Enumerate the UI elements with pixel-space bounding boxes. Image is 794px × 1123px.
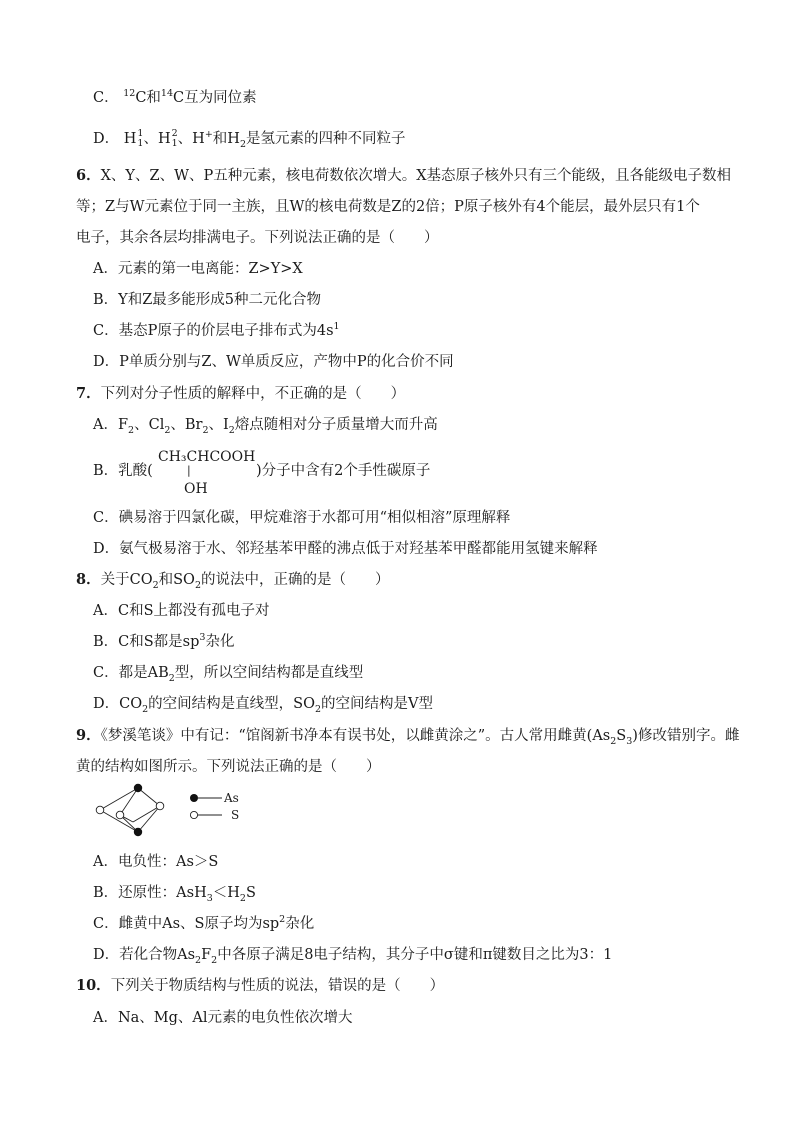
q6-stem-line-2 — [76, 197, 700, 217]
s-atom — [116, 811, 124, 819]
stem-text: 下列对分子性质的解释中，不正确的是（ ） — [100, 386, 406, 402]
legend-as-dot — [190, 794, 198, 802]
question-number: 9． — [76, 727, 101, 744]
stem-text: 的说法中，正确的是（ ） — [201, 572, 390, 588]
question-number: 8． — [76, 571, 101, 588]
stem-text: )修改错别字。雌 — [632, 728, 740, 744]
subscript: 2 — [194, 579, 201, 591]
q8-option-d — [93, 694, 433, 714]
subscript: 2 — [239, 138, 246, 150]
legend-s-label: S — [231, 808, 240, 822]
stem-text: 等；Z与W元素位于同一主族，且W的核电荷数是Z的2倍；P原子核外有4个能层，最外层只有1个 — [76, 199, 700, 215]
option-text: D．若化合物As — [93, 947, 196, 963]
subscript: 2 — [239, 892, 246, 904]
subscript: 3 — [206, 892, 213, 904]
option-text: 杂化 — [285, 916, 315, 932]
option-text: 和H — [212, 131, 240, 147]
subscript: 2 — [610, 735, 617, 747]
option-text: F — [201, 947, 212, 963]
option-text: 互为同位素 — [184, 90, 257, 106]
superscript: 3 — [199, 632, 206, 644]
subscript: 2 — [228, 424, 235, 436]
as-atom — [134, 784, 142, 792]
option-text: 杂化 — [205, 634, 235, 650]
conjunction: 和 — [146, 90, 161, 106]
option-text: ＜H — [212, 885, 240, 901]
option-text: B．还原性：AsH — [93, 885, 207, 901]
q9-option-d — [93, 945, 612, 965]
option-text: S — [245, 885, 256, 901]
subscript: 2 — [128, 424, 135, 436]
legend-s-dot — [190, 811, 197, 818]
element-symbol: H — [157, 131, 171, 147]
q8-option-c — [93, 663, 363, 683]
stem-text: X、Y、Z、W、P五种元素，核电荷数依次增大。X基态原子核外只有三个能级，且各能级电子数相 — [100, 168, 732, 184]
orpiment-structure-diagram — [88, 782, 268, 846]
q5-option-d — [93, 129, 405, 149]
stem-text: 电子，其余各层均排满电子。下列说法正确的是（ ） — [76, 230, 439, 246]
q8-stem — [76, 570, 390, 590]
option-text: 的空间结构是V型 — [321, 696, 434, 712]
stem-text: S — [616, 728, 627, 744]
subscript: 2 — [168, 672, 175, 684]
q6-option-d: D．P单质分别与Z、W单质反应，产物中P的化合价不同 — [93, 354, 454, 370]
superscript: 1 — [333, 321, 340, 333]
mass-number: 12 — [123, 88, 136, 100]
subscript: 3 — [626, 735, 633, 747]
question-number: 7． — [76, 385, 101, 402]
q9-option-c — [93, 914, 314, 934]
stem-text: 黄的结构如图所示。下列说法正确的是（ ） — [76, 759, 381, 775]
q7-stem — [76, 384, 405, 404]
s-atom — [96, 806, 104, 814]
atomic-number: 1 — [171, 138, 178, 149]
option-text: 型，所以空间结构都是直线型 — [174, 665, 364, 681]
q7-option-d: D．氨气极易溶于水、邻羟基苯甲醛的沸点低于对羟基苯甲醛都能用氢键来解释 — [93, 541, 598, 557]
question-number: 6． — [76, 167, 101, 184]
q9-stem-line-1 — [76, 726, 739, 746]
mass-number: 2 — [171, 128, 178, 139]
q10-stem — [76, 976, 444, 996]
structure-main-chain: CH₃CHCOOH — [158, 449, 256, 465]
option-text: 、Cl — [134, 417, 165, 433]
separator: 、 — [143, 131, 158, 147]
q6-option-b: B．Y和Z最多能形成5种二元化合物 — [93, 292, 322, 308]
option-text: B．C和S都是sp — [93, 634, 200, 650]
option-text: 是氢元素的四种不同粒子 — [245, 131, 406, 147]
subscript: 2 — [211, 954, 218, 966]
subscript: 2 — [164, 424, 171, 436]
q7-option-b-suffix: )分子中含有2个手性碳原子 — [256, 463, 431, 479]
mass-number: 14 — [160, 88, 174, 100]
option-letter: D． — [93, 131, 120, 147]
q5-option-c — [93, 88, 257, 108]
stem-text: 和SO — [158, 572, 195, 588]
q10-option-a: A．Na、Mg、Al元素的电负性依次增大 — [93, 1010, 353, 1026]
q6-option-a: A．元素的第一电离能：Z>Y>X — [93, 261, 303, 277]
mass-number: 1 — [137, 128, 144, 139]
superscript: 2 — [279, 914, 286, 926]
stem-text: 下列关于物质结构与性质的说法，错误的是（ ） — [110, 978, 445, 994]
q8-option-a: A．C和S上都没有孤电子对 — [93, 603, 270, 619]
isotope-h1 — [124, 129, 144, 149]
stem-text: 关于CO — [100, 572, 153, 588]
as-atom — [134, 828, 142, 836]
option-letter: C． — [93, 90, 119, 106]
element-symbol: C — [173, 90, 185, 106]
option-text: 、Br — [170, 417, 203, 433]
option-text: C．基态P原子的价层电子排布式为4s — [93, 323, 334, 339]
q6-option-c — [93, 321, 340, 341]
q9-option-b — [93, 883, 256, 903]
structure-bond: | — [187, 464, 191, 477]
orpiment-structure-svg — [88, 782, 268, 842]
q6-stem-line-1 — [76, 166, 731, 186]
q8-option-b — [93, 632, 234, 652]
q6-stem-line-3 — [76, 228, 439, 248]
subscript: 2 — [202, 424, 209, 436]
q7-option-a — [93, 415, 438, 435]
q9-stem-line-2 — [76, 757, 381, 777]
q7-option-b-prefix: B．乳酸( — [93, 463, 153, 479]
option-text: C．都是AB — [93, 665, 169, 681]
structure-hydroxyl: OH — [184, 481, 208, 497]
isotope-h2 — [158, 129, 178, 149]
subscript: 2 — [195, 954, 202, 966]
subscript: 2 — [314, 703, 322, 715]
option-text: 的空间结构是直线型，SO — [148, 696, 315, 712]
option-text: C．雌黄中As、S原子均为sp — [93, 916, 280, 932]
option-text: 中各原子满足8电子结构，其分子中σ键和π键数目之比为3：1 — [217, 947, 613, 963]
option-text: 、H — [177, 131, 205, 147]
subscript: 2 — [152, 579, 159, 591]
question-number: 10． — [76, 977, 111, 994]
element-symbol: H — [123, 131, 137, 147]
option-text: 、I — [208, 417, 229, 433]
lactic-acid-structure — [158, 449, 268, 499]
q7-option-c: C．碘易溶于四氯化碳，甲烷难溶于水都可用“相似相溶”原理解释 — [93, 510, 511, 526]
charge: + — [204, 129, 213, 141]
subscript: 2 — [142, 703, 149, 715]
option-text: D．CO — [93, 696, 143, 712]
legend-as-label: As — [224, 791, 239, 805]
stem-text: 《梦溪笔谈》中有记：“馆阁新书净本有误书处，以雌黄涂之”。古人常用雌黄(As — [100, 728, 611, 744]
q9-option-a: A．电负性：As＞S — [93, 854, 219, 870]
atomic-number: 1 — [137, 138, 144, 149]
option-text: A．F — [93, 417, 129, 433]
option-text: 熔点随相对分子质量增大而升高 — [234, 417, 438, 433]
element-symbol: C — [135, 90, 147, 106]
s-atom — [156, 802, 164, 810]
